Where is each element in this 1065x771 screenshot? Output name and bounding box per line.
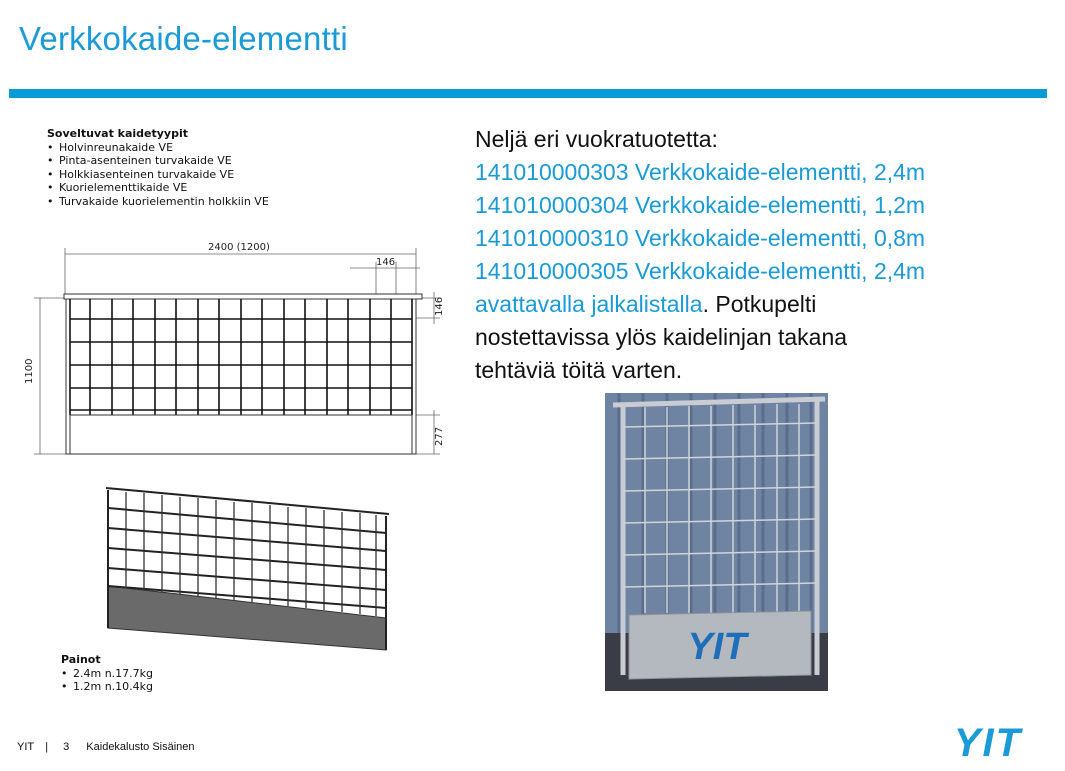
list-item: • Kuorielementtikaide VE <box>47 181 269 195</box>
products-intro: Neljä eri vuokratuotetta: <box>475 126 718 152</box>
list-item: • Holvinreunakaide VE <box>47 141 269 155</box>
list-item: • Turvakaide kuorielementin holkkiin VE <box>47 195 269 209</box>
weights-list <box>61 653 153 694</box>
weights-heading: Painot <box>61 653 101 666</box>
page-title: Verkkokaide-elementti <box>19 20 348 57</box>
kickplate-note-line3: tehtäviä töitä varten. <box>475 357 683 383</box>
product-code-4: 141010000305 Verkkokaide-elementti, 2,4m <box>475 258 926 284</box>
list-item: • Holkkiasenteinen turvakaide VE <box>47 168 269 182</box>
product-code-3: 141010000310 Verkkokaide-elementti, 0,8m <box>475 225 926 251</box>
railing-types-heading: Soveltuvat kaidetyypit <box>47 127 188 140</box>
height-dimension-label: 1100 <box>24 358 35 384</box>
title-underline-bar <box>9 89 1047 98</box>
railing-photo <box>605 393 828 691</box>
kickplate-note: . Potkupelti <box>702 291 817 317</box>
mesh-side-dimension-label: 146 <box>434 296 445 316</box>
railing-types-list <box>47 127 269 208</box>
kickplate-note-line2: nostettavissa ylös kaidelinjan takana <box>475 324 848 350</box>
railing-render-image <box>96 478 396 653</box>
photo-sign-logo: YIT <box>687 626 747 668</box>
list-item: • Pinta-asenteinen turvakaide VE <box>47 154 269 168</box>
footer-separator: | <box>45 741 49 753</box>
footer <box>17 741 203 753</box>
footer-doc-title: Kaidekalusto Sisäinen <box>86 741 195 753</box>
mesh-dimension-label: 146 <box>376 257 396 268</box>
kickplate-dimension-label: 277 <box>434 426 445 446</box>
railing-technical-drawing <box>20 232 450 464</box>
list-item: • 2.4m n.17.7kg <box>61 667 153 681</box>
footer-page-number: 3 <box>63 741 70 753</box>
width-dimension-label: 2400 (1200) <box>208 242 270 253</box>
yit-logo-text: YIT <box>953 723 1023 759</box>
footer-company: YIT <box>17 741 35 753</box>
product-code-2: 141010000304 Verkkokaide-elementti, 1,2m <box>475 192 926 218</box>
product-4-continuation: avattavalla jalkalistalla <box>475 291 703 317</box>
product-info <box>475 123 1035 387</box>
yit-logo <box>928 723 1048 759</box>
product-code-1: 141010000303 Verkkokaide-elementti, 2,4m <box>475 159 926 185</box>
list-item: • 1.2m n.10.4kg <box>61 680 153 694</box>
